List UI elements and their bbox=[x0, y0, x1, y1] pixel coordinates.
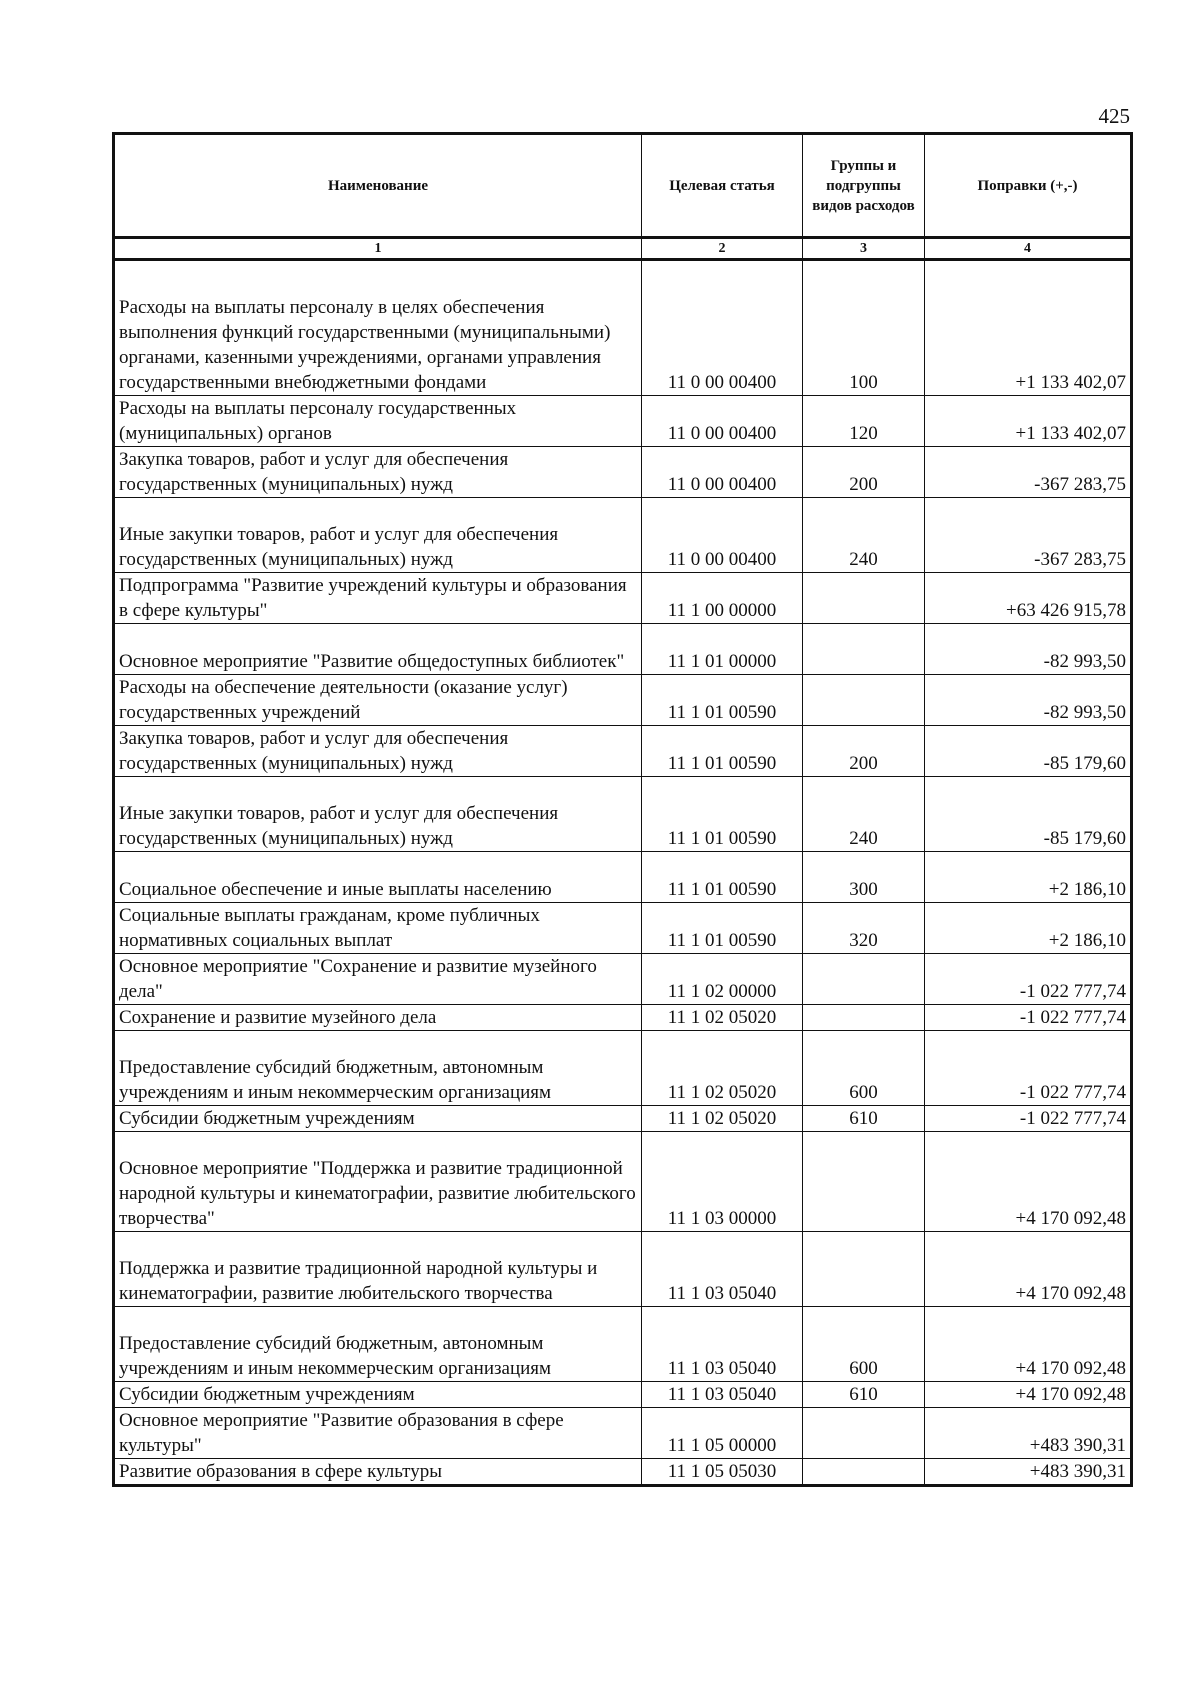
row-amendment: -85 179,60 bbox=[925, 777, 1132, 852]
row-name: Субсидии бюджетным учреждениям bbox=[114, 1106, 642, 1132]
row-amendment: -1 022 777,74 bbox=[925, 1031, 1132, 1106]
row-target-code: 11 1 02 05020 bbox=[642, 1106, 803, 1132]
table-row bbox=[114, 1106, 1132, 1132]
table-row bbox=[114, 573, 1132, 624]
row-name: Основное мероприятие "Сохранение и развитие музейного дела" bbox=[114, 954, 642, 1005]
row-amendment: -367 283,75 bbox=[925, 447, 1132, 498]
header-amendments: Поправки (+,-) bbox=[925, 134, 1132, 238]
row-expense-group: 100 bbox=[803, 260, 925, 396]
row-target-code: 11 1 01 00590 bbox=[642, 777, 803, 852]
table-row bbox=[114, 498, 1132, 573]
row-target-code: 11 0 00 00400 bbox=[642, 260, 803, 396]
table-row bbox=[114, 1132, 1132, 1232]
row-expense-group: 200 bbox=[803, 726, 925, 777]
row-expense-group bbox=[803, 573, 925, 624]
row-target-code: 11 1 01 00590 bbox=[642, 903, 803, 954]
row-target-code: 11 1 05 05030 bbox=[642, 1459, 803, 1486]
row-expense-group: 200 bbox=[803, 447, 925, 498]
row-name: Закупка товаров, работ и услуг для обеспечения государственных (муниципальных) нужд bbox=[114, 726, 642, 777]
row-amendment: -85 179,60 bbox=[925, 726, 1132, 777]
row-name: Иные закупки товаров, работ и услуг для обеспечения государственных (муниципальных) нужд bbox=[114, 498, 642, 573]
row-expense-group: 240 bbox=[803, 498, 925, 573]
row-target-code: 11 1 01 00590 bbox=[642, 852, 803, 903]
row-amendment: -367 283,75 bbox=[925, 498, 1132, 573]
row-amendment: +4 170 092,48 bbox=[925, 1382, 1132, 1408]
row-expense-group bbox=[803, 675, 925, 726]
row-target-code: 11 1 02 05020 bbox=[642, 1031, 803, 1106]
row-expense-group bbox=[803, 1459, 925, 1486]
header-target: Целевая статья bbox=[642, 134, 803, 238]
row-target-code: 11 1 03 05040 bbox=[642, 1232, 803, 1307]
header-name: Наименование bbox=[114, 134, 642, 238]
row-expense-group bbox=[803, 1005, 925, 1031]
row-expense-group: 610 bbox=[803, 1382, 925, 1408]
col-number-3: 3 bbox=[803, 238, 925, 260]
row-expense-group: 240 bbox=[803, 777, 925, 852]
row-expense-group bbox=[803, 1232, 925, 1307]
table-row bbox=[114, 777, 1132, 852]
row-name: Сохранение и развитие музейного дела bbox=[114, 1005, 642, 1031]
col-number-2: 2 bbox=[642, 238, 803, 260]
row-target-code: 11 1 03 00000 bbox=[642, 1132, 803, 1232]
row-amendment: -1 022 777,74 bbox=[925, 1106, 1132, 1132]
row-target-code: 11 0 00 00400 bbox=[642, 447, 803, 498]
row-name: Подпрограмма "Развитие учреждений культуры и образования в сфере культуры" bbox=[114, 573, 642, 624]
table-row bbox=[114, 1382, 1132, 1408]
row-target-code: 11 0 00 00400 bbox=[642, 498, 803, 573]
header-row bbox=[114, 134, 1132, 238]
table-row bbox=[114, 1307, 1132, 1382]
row-expense-group bbox=[803, 1132, 925, 1232]
column-numbers-row bbox=[114, 238, 1132, 260]
table-row bbox=[114, 447, 1132, 498]
table-row bbox=[114, 1031, 1132, 1106]
row-amendment: +4 170 092,48 bbox=[925, 1232, 1132, 1307]
row-target-code: 11 1 01 00000 bbox=[642, 624, 803, 675]
row-name: Расходы на обеспечение деятельности (оказание услуг) государственных учреждений bbox=[114, 675, 642, 726]
row-target-code: 11 1 01 00590 bbox=[642, 675, 803, 726]
row-amendment: +4 170 092,48 bbox=[925, 1307, 1132, 1382]
row-name: Закупка товаров, работ и услуг для обеспечения государственных (муниципальных) нужд bbox=[114, 447, 642, 498]
table-row bbox=[114, 726, 1132, 777]
row-amendment: -82 993,50 bbox=[925, 675, 1132, 726]
row-name: Поддержка и развитие традиционной народной культуры и кинематографии, развитие любительского творчества bbox=[114, 1232, 642, 1307]
row-target-code: 11 1 02 05020 bbox=[642, 1005, 803, 1031]
row-expense-group bbox=[803, 954, 925, 1005]
table-row bbox=[114, 260, 1132, 396]
table-body bbox=[114, 260, 1132, 1486]
col-number-1: 1 bbox=[114, 238, 642, 260]
row-name: Предоставление субсидий бюджетным, автономным учреждениям и иным некоммерческим организациям bbox=[114, 1307, 642, 1382]
row-amendment: +483 390,31 bbox=[925, 1408, 1132, 1459]
table-row bbox=[114, 1408, 1132, 1459]
row-target-code: 11 1 01 00590 bbox=[642, 726, 803, 777]
row-name: Основное мероприятие "Поддержка и развитие традиционной народной культуры и кинематографии, развитие любительского творчества" bbox=[114, 1132, 642, 1232]
row-expense-group: 600 bbox=[803, 1307, 925, 1382]
row-expense-group: 120 bbox=[803, 396, 925, 447]
row-expense-group: 300 bbox=[803, 852, 925, 903]
table-row bbox=[114, 1459, 1132, 1486]
table-row bbox=[114, 624, 1132, 675]
col-number-4: 4 bbox=[925, 238, 1132, 260]
row-name: Социальные выплаты гражданам, кроме публичных нормативных социальных выплат bbox=[114, 903, 642, 954]
table-row bbox=[114, 852, 1132, 903]
table-row bbox=[114, 903, 1132, 954]
table-row bbox=[114, 396, 1132, 447]
row-amendment: +4 170 092,48 bbox=[925, 1132, 1132, 1232]
row-target-code: 11 1 03 05040 bbox=[642, 1382, 803, 1408]
row-target-code: 11 0 00 00400 bbox=[642, 396, 803, 447]
row-name: Развитие образования в сфере культуры bbox=[114, 1459, 642, 1486]
row-name: Иные закупки товаров, работ и услуг для обеспечения государственных (муниципальных) нужд bbox=[114, 777, 642, 852]
row-name: Основное мероприятие "Развитие общедоступных библиотек" bbox=[114, 624, 642, 675]
row-expense-group: 610 bbox=[803, 1106, 925, 1132]
row-amendment: -82 993,50 bbox=[925, 624, 1132, 675]
row-amendment: +2 186,10 bbox=[925, 903, 1132, 954]
row-target-code: 11 1 03 05040 bbox=[642, 1307, 803, 1382]
row-amendment: -1 022 777,74 bbox=[925, 1005, 1132, 1031]
table-row bbox=[114, 1005, 1132, 1031]
row-name: Основное мероприятие "Развитие образования в сфере культуры" bbox=[114, 1408, 642, 1459]
row-expense-group bbox=[803, 624, 925, 675]
row-name: Расходы на выплаты персоналу в целях обеспечения выполнения функций государственными (муниципальными) органами, казенными учреждениями, органами управления государственными внебюджетными фондами bbox=[114, 260, 642, 396]
header-groups: Группы и подгруппы видов расходов bbox=[803, 134, 925, 238]
budget-amendments-table bbox=[112, 132, 1133, 1487]
table-row bbox=[114, 954, 1132, 1005]
row-target-code: 11 1 05 00000 bbox=[642, 1408, 803, 1459]
row-amendment: +63 426 915,78 bbox=[925, 573, 1132, 624]
row-name: Субсидии бюджетным учреждениям bbox=[114, 1382, 642, 1408]
row-expense-group bbox=[803, 1408, 925, 1459]
row-expense-group: 600 bbox=[803, 1031, 925, 1106]
row-name: Расходы на выплаты персоналу государственных (муниципальных) органов bbox=[114, 396, 642, 447]
table-row bbox=[114, 1232, 1132, 1307]
row-name: Предоставление субсидий бюджетным, автономным учреждениям и иным некоммерческим организациям bbox=[114, 1031, 642, 1106]
page-number: 425 bbox=[1098, 104, 1130, 128]
row-amendment: +1 133 402,07 bbox=[925, 396, 1132, 447]
row-amendment: +2 186,10 bbox=[925, 852, 1132, 903]
row-name: Социальное обеспечение и иные выплаты населению bbox=[114, 852, 642, 903]
row-amendment: +1 133 402,07 bbox=[925, 260, 1132, 396]
row-expense-group: 320 bbox=[803, 903, 925, 954]
row-target-code: 11 1 02 00000 bbox=[642, 954, 803, 1005]
row-amendment: +483 390,31 bbox=[925, 1459, 1132, 1486]
row-amendment: -1 022 777,74 bbox=[925, 954, 1132, 1005]
row-target-code: 11 1 00 00000 bbox=[642, 573, 803, 624]
table-row bbox=[114, 675, 1132, 726]
